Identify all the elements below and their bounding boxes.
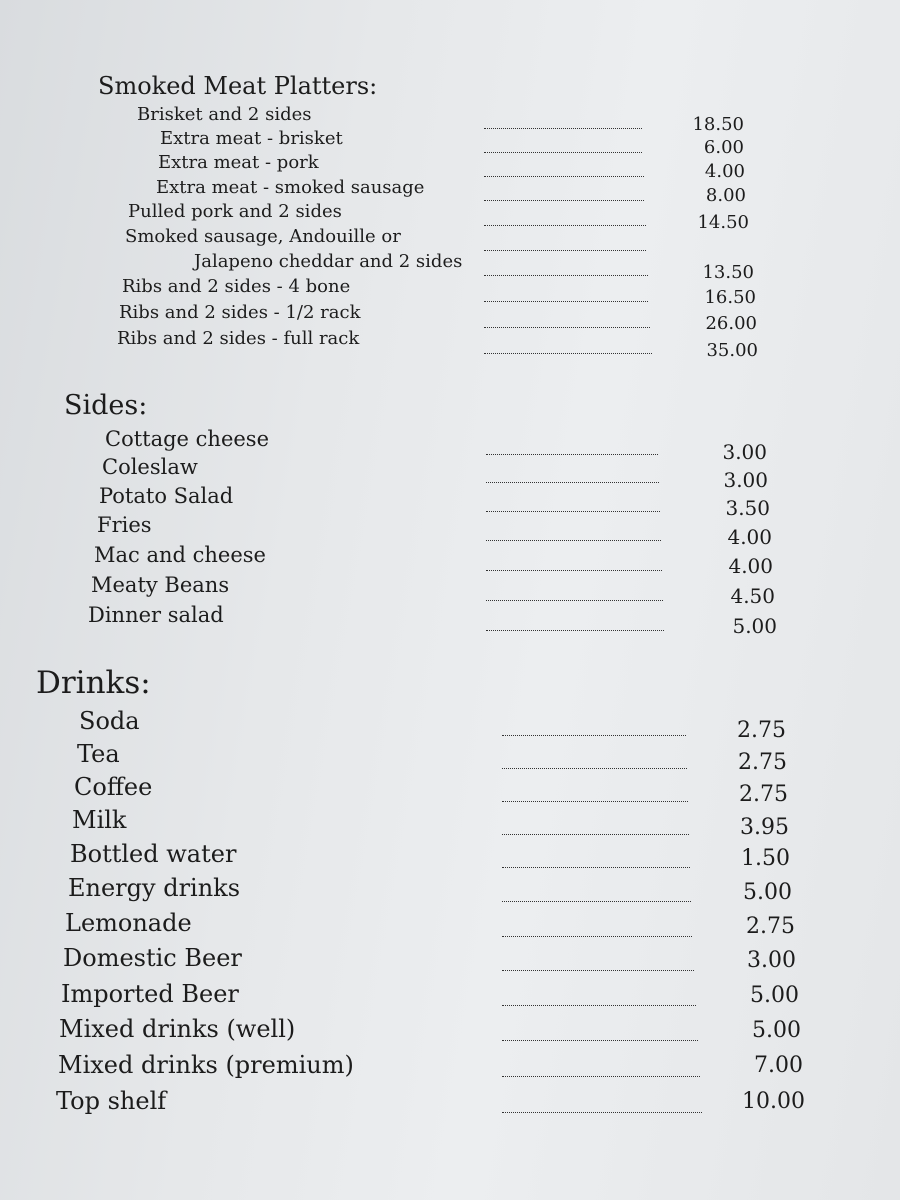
dot-leader bbox=[486, 630, 664, 631]
menu-item-name: Meaty Beans bbox=[91, 573, 230, 597]
menu-item-price: 18.50 bbox=[692, 114, 744, 135]
dot-leader bbox=[486, 482, 659, 483]
menu-item-price: 3.95 bbox=[740, 815, 789, 840]
menu-item-price: 3.50 bbox=[725, 496, 770, 520]
menu-item-price: 4.00 bbox=[704, 161, 745, 182]
dot-leader bbox=[484, 353, 652, 354]
dot-leader bbox=[502, 768, 687, 769]
menu-item-name: Coffee bbox=[74, 773, 153, 801]
dot-leader bbox=[486, 511, 660, 512]
menu-item-name: Ribs and 2 sides - 1/2 rack bbox=[119, 302, 361, 323]
menu-item-name: Ribs and 2 sides - 4 bone bbox=[122, 276, 351, 297]
menu-item-name: Bottled water bbox=[70, 840, 237, 868]
menu-item-price: 5.00 bbox=[752, 1018, 801, 1043]
menu-item-name: Mixed drinks (premium) bbox=[58, 1051, 354, 1079]
menu-item-name: Extra meat - pork bbox=[158, 152, 319, 173]
menu-item-name: Dinner salad bbox=[88, 603, 224, 627]
menu-item-price: 13.50 bbox=[702, 262, 754, 283]
dot-leader bbox=[486, 570, 662, 571]
menu-item-price: 7.00 bbox=[754, 1053, 803, 1078]
menu-item-price: 8.00 bbox=[705, 185, 746, 206]
menu-item-price: 14.50 bbox=[697, 212, 749, 233]
menu-item-price: 2.75 bbox=[738, 750, 787, 775]
menu-item-name: Pulled pork and 2 sides bbox=[128, 201, 342, 222]
menu-item-price: 5.00 bbox=[743, 880, 792, 905]
menu-item-price: 10.00 bbox=[742, 1089, 805, 1114]
dot-leader bbox=[486, 540, 661, 541]
menu-item-price: 2.75 bbox=[746, 914, 795, 939]
menu-item-name: Extra meat - smoked sausage bbox=[156, 177, 425, 198]
section-title-platters: Smoked Meat Platters: bbox=[98, 72, 378, 100]
dot-leader bbox=[502, 1076, 700, 1077]
dot-leader bbox=[484, 225, 646, 226]
menu-item-name: Lemonade bbox=[65, 909, 192, 937]
section-title-sides: Sides: bbox=[64, 390, 148, 421]
menu-item-price: 4.00 bbox=[728, 554, 773, 578]
dot-leader bbox=[502, 1112, 702, 1113]
menu-item-name: Soda bbox=[79, 707, 140, 735]
menu-item-price: 4.00 bbox=[727, 525, 772, 549]
menu-item-price: 16.50 bbox=[704, 287, 756, 308]
menu-item-name: Extra meat - brisket bbox=[160, 128, 343, 149]
dot-leader bbox=[486, 454, 658, 455]
menu-item-name: Fries bbox=[97, 513, 152, 537]
menu-item-price: 1.50 bbox=[741, 846, 790, 871]
menu-item-name: Mac and cheese bbox=[94, 543, 266, 567]
menu-item-price: 3.00 bbox=[747, 948, 796, 973]
dot-leader bbox=[502, 1005, 696, 1006]
menu-item-name: Imported Beer bbox=[61, 980, 239, 1008]
menu-item-name: Milk bbox=[72, 806, 127, 834]
dot-leader bbox=[484, 275, 648, 276]
menu-item-name: Brisket and 2 sides bbox=[137, 104, 312, 125]
dot-leader bbox=[502, 970, 694, 971]
dot-leader bbox=[484, 200, 644, 201]
dot-leader bbox=[502, 867, 690, 868]
menu-item-name: Jalapeno cheddar and 2 sides bbox=[194, 251, 463, 272]
menu-item-price: 3.00 bbox=[723, 468, 768, 492]
menu-item-name: Tea bbox=[77, 740, 120, 768]
dot-leader bbox=[484, 250, 646, 251]
dot-leader bbox=[484, 301, 648, 302]
menu-item-price: 35.00 bbox=[706, 340, 758, 361]
menu-item-price: 4.50 bbox=[730, 584, 775, 608]
menu-item-name: Mixed drinks (well) bbox=[59, 1015, 296, 1043]
dot-leader bbox=[484, 152, 642, 153]
menu-item-name: Potato Salad bbox=[99, 484, 234, 508]
dot-leader bbox=[502, 801, 688, 802]
menu-item-name: Smoked sausage, Andouille or bbox=[125, 226, 401, 247]
dot-leader bbox=[484, 327, 650, 328]
menu-item-price: 5.00 bbox=[732, 614, 777, 638]
dot-leader bbox=[502, 901, 691, 902]
menu-item-price: 3.00 bbox=[722, 440, 767, 464]
menu-item-price: 6.00 bbox=[703, 137, 744, 158]
menu-item-price: 2.75 bbox=[739, 782, 788, 807]
menu-item-price: 5.00 bbox=[750, 983, 799, 1008]
menu-item-name: Energy drinks bbox=[68, 874, 241, 902]
dot-leader bbox=[486, 600, 663, 601]
menu-item-name: Coleslaw bbox=[102, 455, 198, 479]
menu-item-price: 2.75 bbox=[737, 718, 786, 743]
dot-leader bbox=[502, 1040, 698, 1041]
dot-leader bbox=[502, 735, 686, 736]
section-title-drinks: Drinks: bbox=[36, 665, 151, 701]
menu-item-name: Ribs and 2 sides - full rack bbox=[117, 328, 360, 349]
menu-item-price: 26.00 bbox=[705, 313, 757, 334]
dot-leader bbox=[484, 128, 642, 129]
dot-leader bbox=[502, 936, 692, 937]
menu-item-name: Top shelf bbox=[56, 1087, 167, 1115]
dot-leader bbox=[502, 834, 689, 835]
menu-item-name: Domestic Beer bbox=[63, 944, 242, 972]
dot-leader bbox=[484, 176, 644, 177]
menu-item-name: Cottage cheese bbox=[105, 427, 270, 451]
